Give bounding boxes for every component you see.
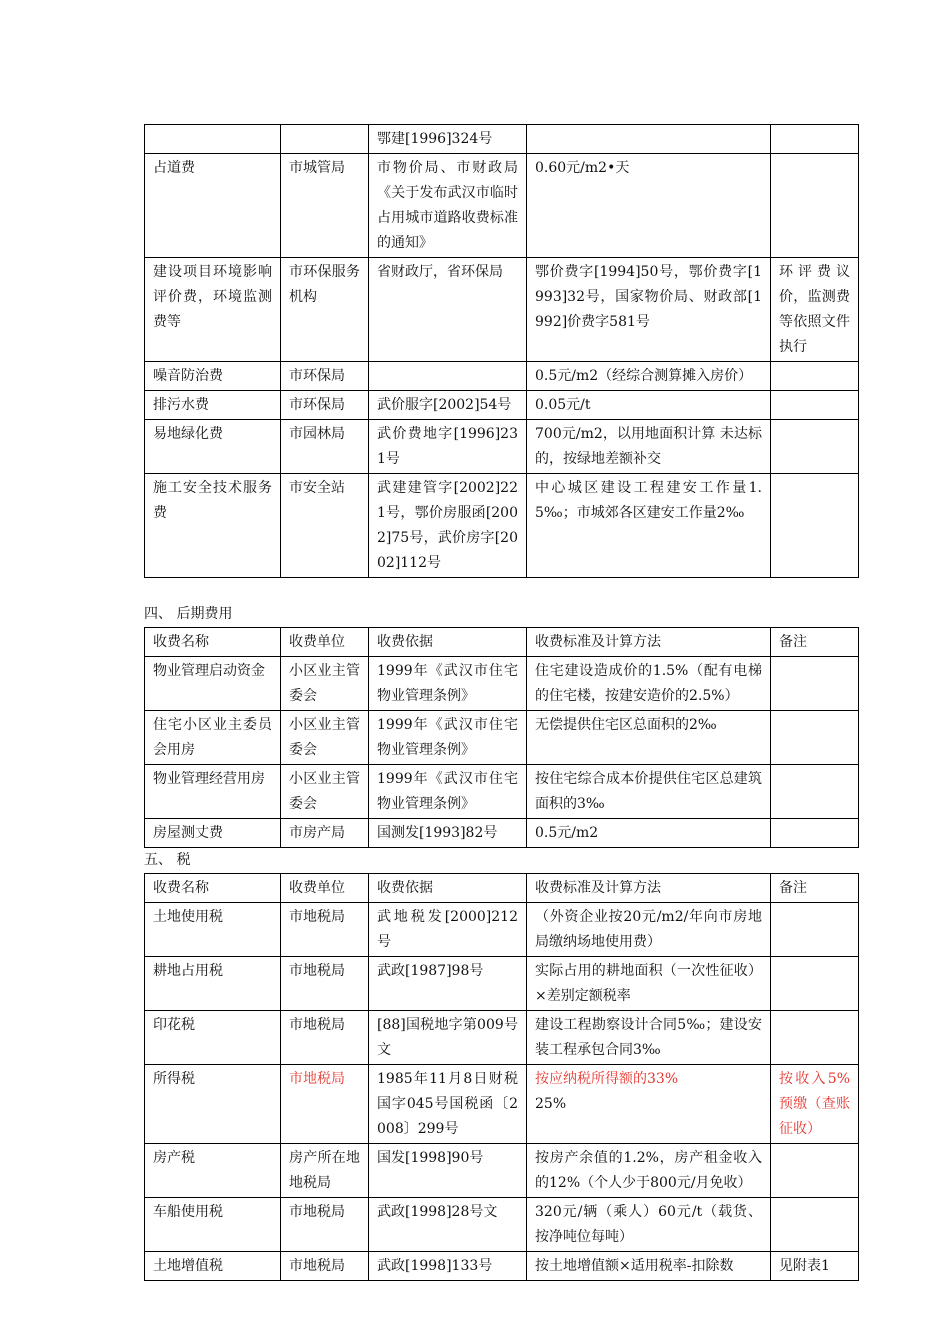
table-row [145, 903, 859, 957]
fee-standard-cell: 0.5元/m2 [527, 819, 771, 848]
fee-name-cell: 房屋测丈费 [145, 819, 281, 848]
tax-standard-old-rate: 按应纳税所得额的33% [535, 1071, 679, 1087]
fee-unit-cell: 市环保局 [281, 362, 369, 391]
fee-unit-cell: 市安全站 [281, 474, 369, 578]
fee-note-cell [771, 154, 859, 258]
fee-standard-cell: 鄂价费字[1994]50号，鄂价费字[1993]32号，国家物价局、财政部[1992]价费字581号 [527, 258, 771, 362]
table-row [145, 125, 859, 154]
fee-standard-cell: 0.60元/m2•天 [527, 154, 771, 258]
tax-standard-cell: （外资企业按20元/m2/年向市房地局缴纳场地使用费） [527, 903, 771, 957]
fee-unit-cell: 市园林局 [281, 420, 369, 474]
tax-name-cell: 印花税 [145, 1011, 281, 1065]
fee-name-cell: 占道费 [145, 154, 281, 258]
tax-unit-cell: 市地税局 [281, 1198, 369, 1252]
fee-name-cell: 易地绿化费 [145, 420, 281, 474]
fee-name-cell: 物业管理经营用房 [145, 765, 281, 819]
fee-standard-cell: 无偿提供住宅区总面积的2‰ [527, 711, 771, 765]
fee-name-cell: 噪音防治费 [145, 362, 281, 391]
fee-basis-cell: 武价服字[2002]54号 [369, 391, 527, 420]
fee-name-cell: 施工安全技术服务费 [145, 474, 281, 578]
fee-name-cell: 住宅小区业主委员会用房 [145, 711, 281, 765]
fee-basis-cell: 武价费地字[1996]231号 [369, 420, 527, 474]
tax-name-cell: 车船使用税 [145, 1198, 281, 1252]
fee-basis-cell: 1999年《武汉市住宅物业管理条例》 [369, 657, 527, 711]
tax-name-cell: 耕地占用税 [145, 957, 281, 1011]
fee-standard-cell: 700元/m2，以用地面积计算 未达标的，按绿地差额补交 [527, 420, 771, 474]
column-header: 收费标准及计算方法 [527, 874, 771, 903]
tax-standard-new-rate: 25% [535, 1096, 567, 1112]
tax-note-cell: 见附表1 [771, 1252, 859, 1281]
column-header: 收费名称 [145, 628, 281, 657]
fee-unit-cell: 市房产局 [281, 819, 369, 848]
fee-note-cell [771, 420, 859, 474]
tax-standard-cell: 按房产余值的1.2%，房产租金收入的12%（个人少于800元/月免收） [527, 1144, 771, 1198]
tax-standard-cell: 按土地增值额×适用税率-扣除数 [527, 1252, 771, 1281]
fee-unit-cell: 小区业主管委会 [281, 711, 369, 765]
tax-name-cell: 土地增值税 [145, 1252, 281, 1281]
table-header-row [145, 874, 859, 903]
column-header: 备注 [771, 874, 859, 903]
section-title-taxes: 五、 税 [144, 852, 191, 868]
fee-standard-cell: 中心城区建设工程建安工作量1.5‰；市城郊各区建安工作量2‰ [527, 474, 771, 578]
table-row [145, 957, 859, 1011]
tax-note-cell [771, 1144, 859, 1198]
document-page [144, 124, 858, 1281]
tax-standard-cell [527, 1065, 771, 1144]
tax-name-cell: 房产税 [145, 1144, 281, 1198]
fee-unit-cell: 小区业主管委会 [281, 765, 369, 819]
fee-note-cell: 环评费议价，监测费等依照文件执行 [771, 258, 859, 362]
column-header: 收费单位 [281, 628, 369, 657]
fee-note-cell [771, 711, 859, 765]
fee-basis-cell [369, 362, 527, 391]
table-row [145, 1198, 859, 1252]
fee-note-cell [771, 474, 859, 578]
tax-note-cell [771, 1011, 859, 1065]
fee-note-cell [771, 819, 859, 848]
fee-basis-cell: 市物价局、市财政局《关于发布武汉市临时占用城市道路收费标准的通知》 [369, 154, 527, 258]
table-row [145, 420, 859, 474]
tax-note-cell [771, 903, 859, 957]
column-header: 收费标准及计算方法 [527, 628, 771, 657]
fee-unit-cell: 小区业主管委会 [281, 657, 369, 711]
tax-note-cell [771, 1198, 859, 1252]
table-row [145, 1011, 859, 1065]
column-header: 收费名称 [145, 874, 281, 903]
fee-basis-cell: 1999年《武汉市住宅物业管理条例》 [369, 765, 527, 819]
column-header: 收费单位 [281, 874, 369, 903]
table-row [145, 1065, 859, 1144]
fee-unit-cell: 市环保服务机构 [281, 258, 369, 362]
table-row [145, 258, 859, 362]
tax-unit-cell: 市地税局 [281, 1011, 369, 1065]
tax-basis-cell: 1985年11月8日财税国字045号国税函〔2008〕299号 [369, 1065, 527, 1144]
post-fees-table [144, 627, 859, 848]
table-row [145, 474, 859, 578]
tax-basis-cell: 武地税发[2000]212号 [369, 903, 527, 957]
tax-note-cell: 按收入5%预缴（查账征收） [771, 1065, 859, 1144]
fee-standard-cell: 按住宅综合成本价提供住宅区总建筑面积的3‰ [527, 765, 771, 819]
fee-note-cell [771, 765, 859, 819]
tax-basis-cell: 武政[1998]28号文 [369, 1198, 527, 1252]
fee-table-continued [144, 124, 859, 578]
tax-unit-cell: 市地税局 [281, 903, 369, 957]
column-header: 收费依据 [369, 628, 527, 657]
tax-basis-cell: [88]国税地字第009号文 [369, 1011, 527, 1065]
table-row [145, 1144, 859, 1198]
fee-basis-cell: 省财政厅，省环保局 [369, 258, 527, 362]
fee-unit-cell [281, 125, 369, 154]
fee-standard-cell: 0.05元/t [527, 391, 771, 420]
fee-note-cell [771, 125, 859, 154]
table-row [145, 819, 859, 848]
table-header-row [145, 628, 859, 657]
column-header: 备注 [771, 628, 859, 657]
tax-unit-cell: 房产所在地地税局 [281, 1144, 369, 1198]
tax-standard-cell: 320元/辆（乘人）60元/t（载货、按净吨位每吨） [527, 1198, 771, 1252]
fee-basis-cell: 国测发[1993]82号 [369, 819, 527, 848]
fee-basis-cell: 武建建管字[2002]221号，鄂价房服函[2002]75号，武价房字[2002]112号 [369, 474, 527, 578]
fee-note-cell [771, 362, 859, 391]
fee-name-cell [145, 125, 281, 154]
tax-standard-cell: 实际占用的耕地面积（一次性征收）×差别定额税率 [527, 957, 771, 1011]
table-row [145, 765, 859, 819]
tax-basis-cell: 武政[1987]98号 [369, 957, 527, 1011]
fee-standard-cell: 0.5元/m2（经综合测算摊入房价） [527, 362, 771, 391]
tax-basis-cell: 国发[1998]90号 [369, 1144, 527, 1198]
table-row [145, 711, 859, 765]
tax-unit-cell: 市地税局 [281, 1065, 369, 1144]
column-header: 收费依据 [369, 874, 527, 903]
tax-basis-cell: 武政[1998]133号 [369, 1252, 527, 1281]
table-row [145, 362, 859, 391]
fee-basis-cell: 鄂建[1996]324号 [369, 125, 527, 154]
table-row [145, 154, 859, 258]
fee-unit-cell: 市环保局 [281, 391, 369, 420]
fee-standard-cell [527, 125, 771, 154]
tax-standard-cell: 建设工程勘察设计合同5‰；建设安装工程承包合同3‰ [527, 1011, 771, 1065]
tax-unit-cell: 市地税局 [281, 957, 369, 1011]
table-row [145, 391, 859, 420]
fee-basis-cell: 1999年《武汉市住宅物业管理条例》 [369, 711, 527, 765]
fee-note-cell [771, 391, 859, 420]
fee-standard-cell: 住宅建设造成价的1.5%（配有电梯的住宅楼，按建安造价的2.5%） [527, 657, 771, 711]
tax-name-cell: 所得税 [145, 1065, 281, 1144]
table-row [145, 657, 859, 711]
fee-name-cell: 排污水费 [145, 391, 281, 420]
tax-note-cell [771, 957, 859, 1011]
fee-name-cell: 建设项目环境影响评价费，环境监测费等 [145, 258, 281, 362]
tax-table [144, 873, 859, 1281]
fee-note-cell [771, 657, 859, 711]
fee-name-cell: 物业管理启动资金 [145, 657, 281, 711]
section-title-post-fees: 四、 后期费用 [144, 606, 233, 622]
tax-unit-cell: 市地税局 [281, 1252, 369, 1281]
tax-name-cell: 土地使用税 [145, 903, 281, 957]
table-row [145, 1252, 859, 1281]
fee-unit-cell: 市城管局 [281, 154, 369, 258]
